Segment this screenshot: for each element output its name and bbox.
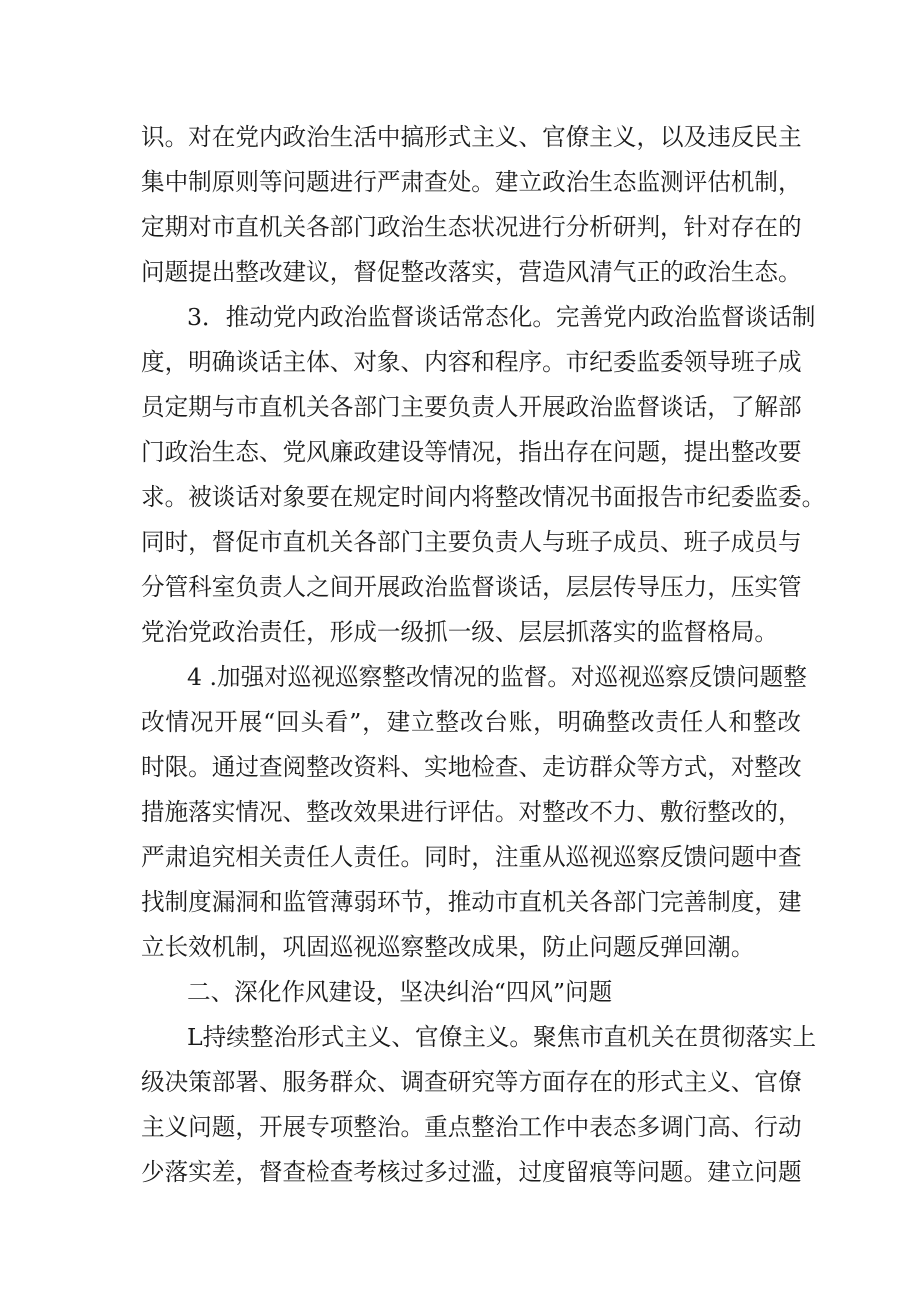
- section-heading: 二、深化作风建设，坚决纠治“四风”问题: [187, 978, 613, 1006]
- text-line: 改情况开展“回头看”，建立整改台账，明确整改责任人和整改: [141, 708, 801, 736]
- text-line: 度，明确谈话主体、对象、内容和程序。市纪委监委领导班子成: [141, 348, 802, 376]
- paragraph-heading-1: L持续整治形式主义、官僚主义。聚焦市直机关在贯彻落实上: [187, 1023, 817, 1051]
- text-line: 级决策部署、服务群众、调查研究等方面存在的形式主义、官僚: [141, 1068, 802, 1096]
- text-line: 求。被谈话对象要在规定时间内将整改情况书面报告市纪委监委。: [141, 483, 826, 511]
- text-line: 严肃追究相关责任人责任。同时，注重从巡视巡察反馈问题中查: [141, 843, 802, 871]
- text-line: 时限。通过查阅整改资料、实地检查、走访群众等方式，对整改: [141, 753, 802, 781]
- text-line: 立长效机制，巩固巡视巡察整改成果，防止问题反弹回潮。: [141, 933, 755, 961]
- text-line: 少落实差，督查检查考核过多过滥，过度留痕等问题。建立问题: [141, 1158, 802, 1186]
- paragraph-heading-3: 3．推动党内政治监督谈话常态化。完善党内政治监督谈话制: [187, 303, 816, 331]
- text-line: 问题提出整改建议，督促整改落实，营造风清气正的政治生态。: [141, 258, 802, 286]
- text-line: 员定期与市直机关各部门主要负责人开展政治监督谈话，了解部: [141, 393, 802, 421]
- text-line: 党治党政治责任，形成一级抓一级、层层抓落实的监督格局。: [141, 618, 779, 646]
- text-line: 定期对市直机关各部门政治生态状况进行分析研判，针对存在的: [141, 213, 802, 241]
- paragraph-heading-4: 4 .加强对巡视巡察整改情况的监督。对巡视巡察反馈问题整: [187, 663, 807, 691]
- text-line: 分管科室负责人之间开展政治监督谈话，层层传导压力，压实管: [141, 573, 802, 601]
- text-line: 门政治生态、党风廉政建设等情况，指出存在问题，提出整改要: [141, 438, 802, 466]
- text-line: 集中制原则等问题进行严肃查处。建立政治生态监测评估机制，: [141, 168, 802, 196]
- text-line: 同时，督促市直机关各部门主要负责人与班子成员、班子成员与: [141, 528, 802, 556]
- text-line: 措施落实情况、整改效果进行评估。对整改不力、敷衍整改的，: [141, 798, 802, 826]
- text-line: 识。对在党内政治生活中搞形式主义、官僚主义，以及违反民主: [141, 123, 802, 151]
- text-line: 找制度漏洞和监管薄弱环节，推动市直机关各部门完善制度，建: [141, 888, 802, 916]
- text-line: 主义问题，开展专项整治。重点整治工作中表态多调门高、行动: [141, 1113, 802, 1141]
